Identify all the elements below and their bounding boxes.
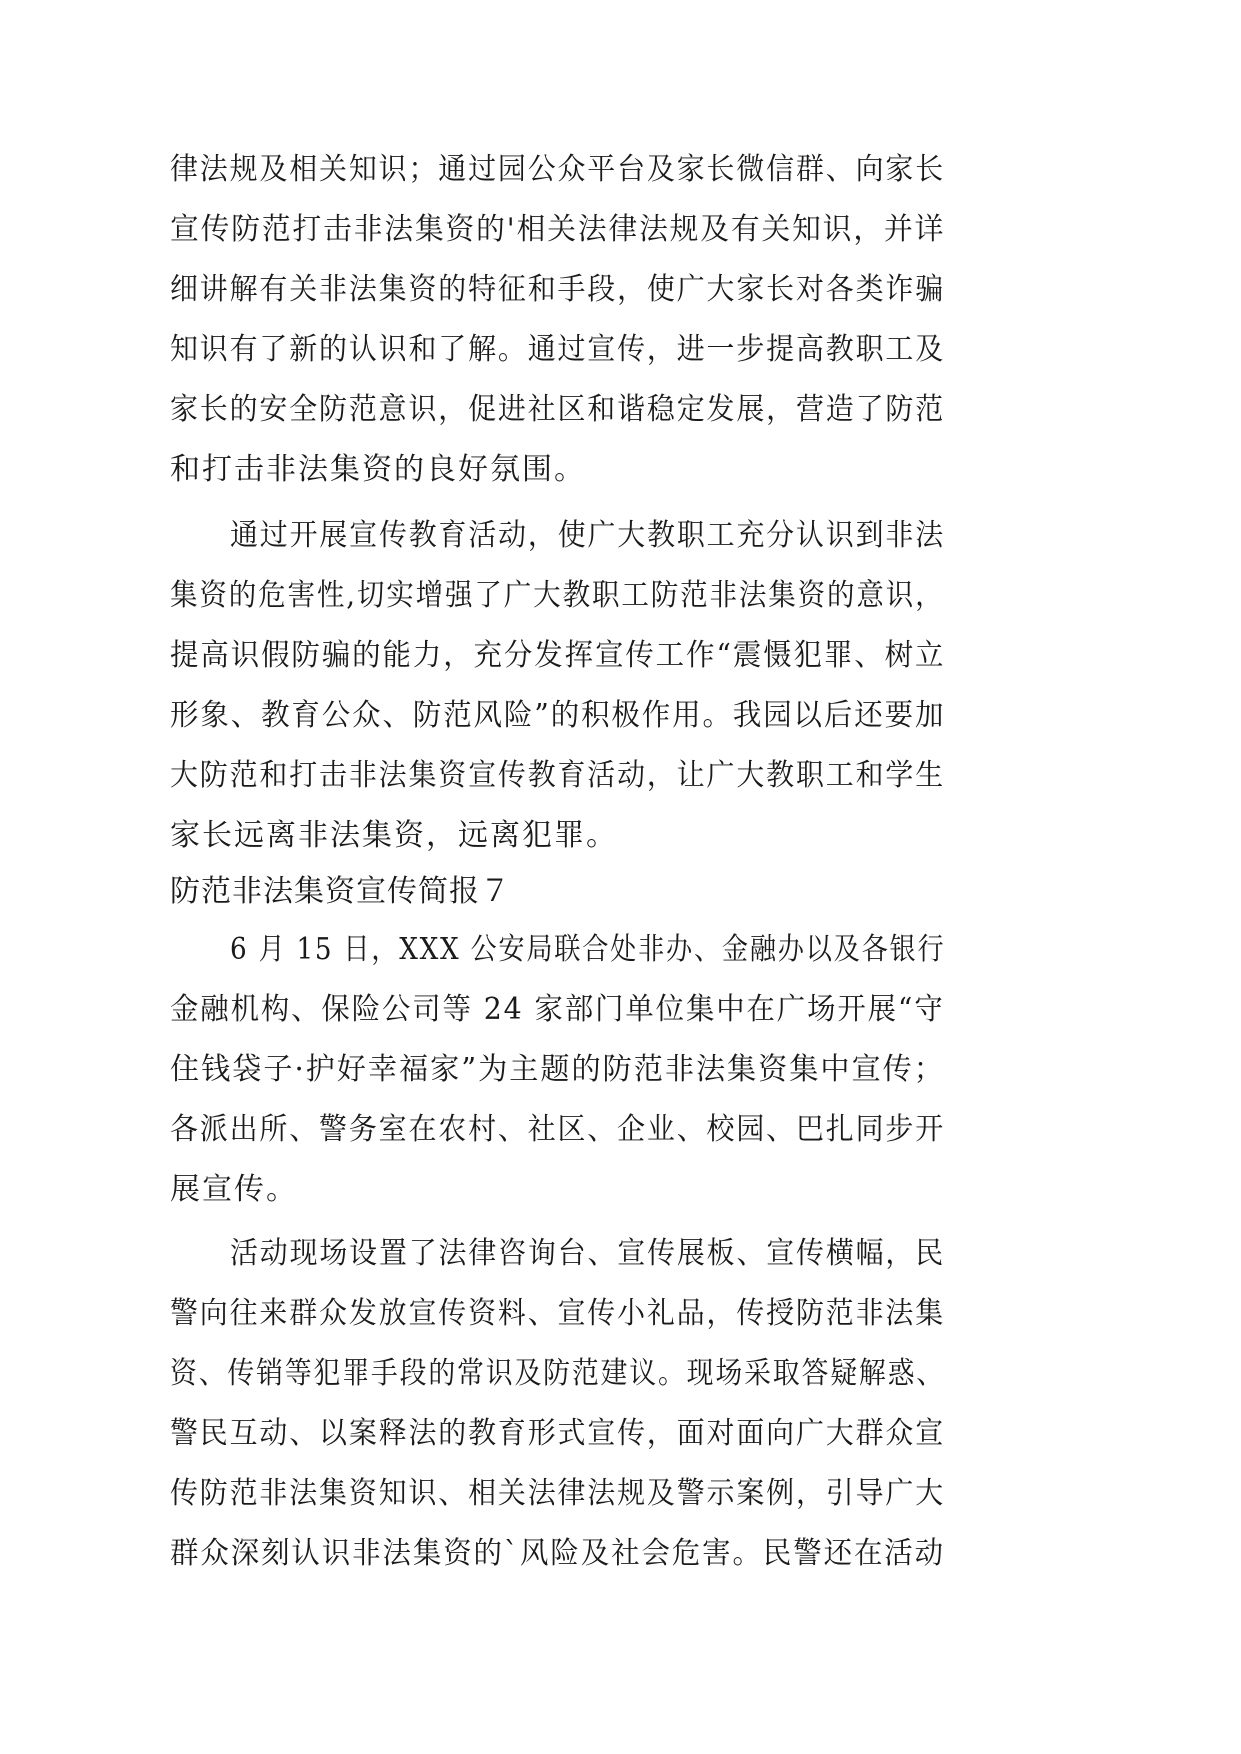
text-line: 活动现场设置了法律咨询台、宣传展板、宣传横幅，民 [230,1236,946,1271]
text-line: 宣传防范打击非法集资的'相关法律法规及有关知识，并详 [170,212,946,247]
text-line: 通过开展宣传教育活动，使广大教职工充分认识到非法 [230,518,946,553]
text-line: 大防范和打击非法集资宣传教育活动，让广大教职工和学生 [170,758,946,793]
text-line: 律法规及相关知识；通过园公众平台及家长微信群、向家长 [170,152,946,187]
text-line: 提高识假防骗的能力，充分发挥宣传工作“震慑犯罪、树立 [170,638,946,673]
text-line: 住钱袋子·护好幸福家”为主题的防范非法集资集中宣传； [170,1052,945,1087]
text-line: 展宣传。 [170,1172,298,1207]
text-line: 细讲解有关非法集资的特征和手段，使广大家长对各类诈骗 [170,272,946,307]
section-heading: 防范非法集资宣传简报７ [170,874,511,909]
text-line: 形象、教育公众、防范风险”的积极作用。我园以后还要加 [170,698,946,733]
text-line: 知识有了新的认识和了解。通过宣传，进一步提高教职工及 [170,332,946,367]
text-line: 传防范非法集资知识、相关法律法规及警示案例，引导广大 [170,1476,946,1511]
text-line: 和打击非法集资的良好氛围。 [170,452,586,487]
text-line: 家长的安全防范意识，促进社区和谐稳定发展，营造了防范 [170,392,946,427]
text-line: 各派出所、警务室在农村、社区、企业、校园、巴扎同步开 [170,1112,946,1147]
text-line: 警民互动、以案释法的教育形式宣传，面对面向广大群众宣 [170,1416,946,1451]
text-line: 资、传销等犯罪手段的常识及防范建议。现场采取答疑解惑、 [170,1356,946,1391]
text-line: 警向往来群众发放宣传资料、宣传小礼品，传授防范非法集 [170,1296,946,1331]
text-line: 家长远离非法集资，远离犯罪。 [170,818,618,853]
text-line: 金融机构、保险公司等 24 家部门单位集中在广场开展“守 [170,992,945,1027]
text-line: 集资的危害性,切实增强了广大教职工防范非法集资的意识， [170,578,945,613]
text-line: 6 月 15 日，XXX 公安局联合处非办、金融办以及各银行 [230,932,946,967]
text-line: 群众深刻认识非法集资的`风险及社会危害。民警还在活动 [170,1536,946,1571]
